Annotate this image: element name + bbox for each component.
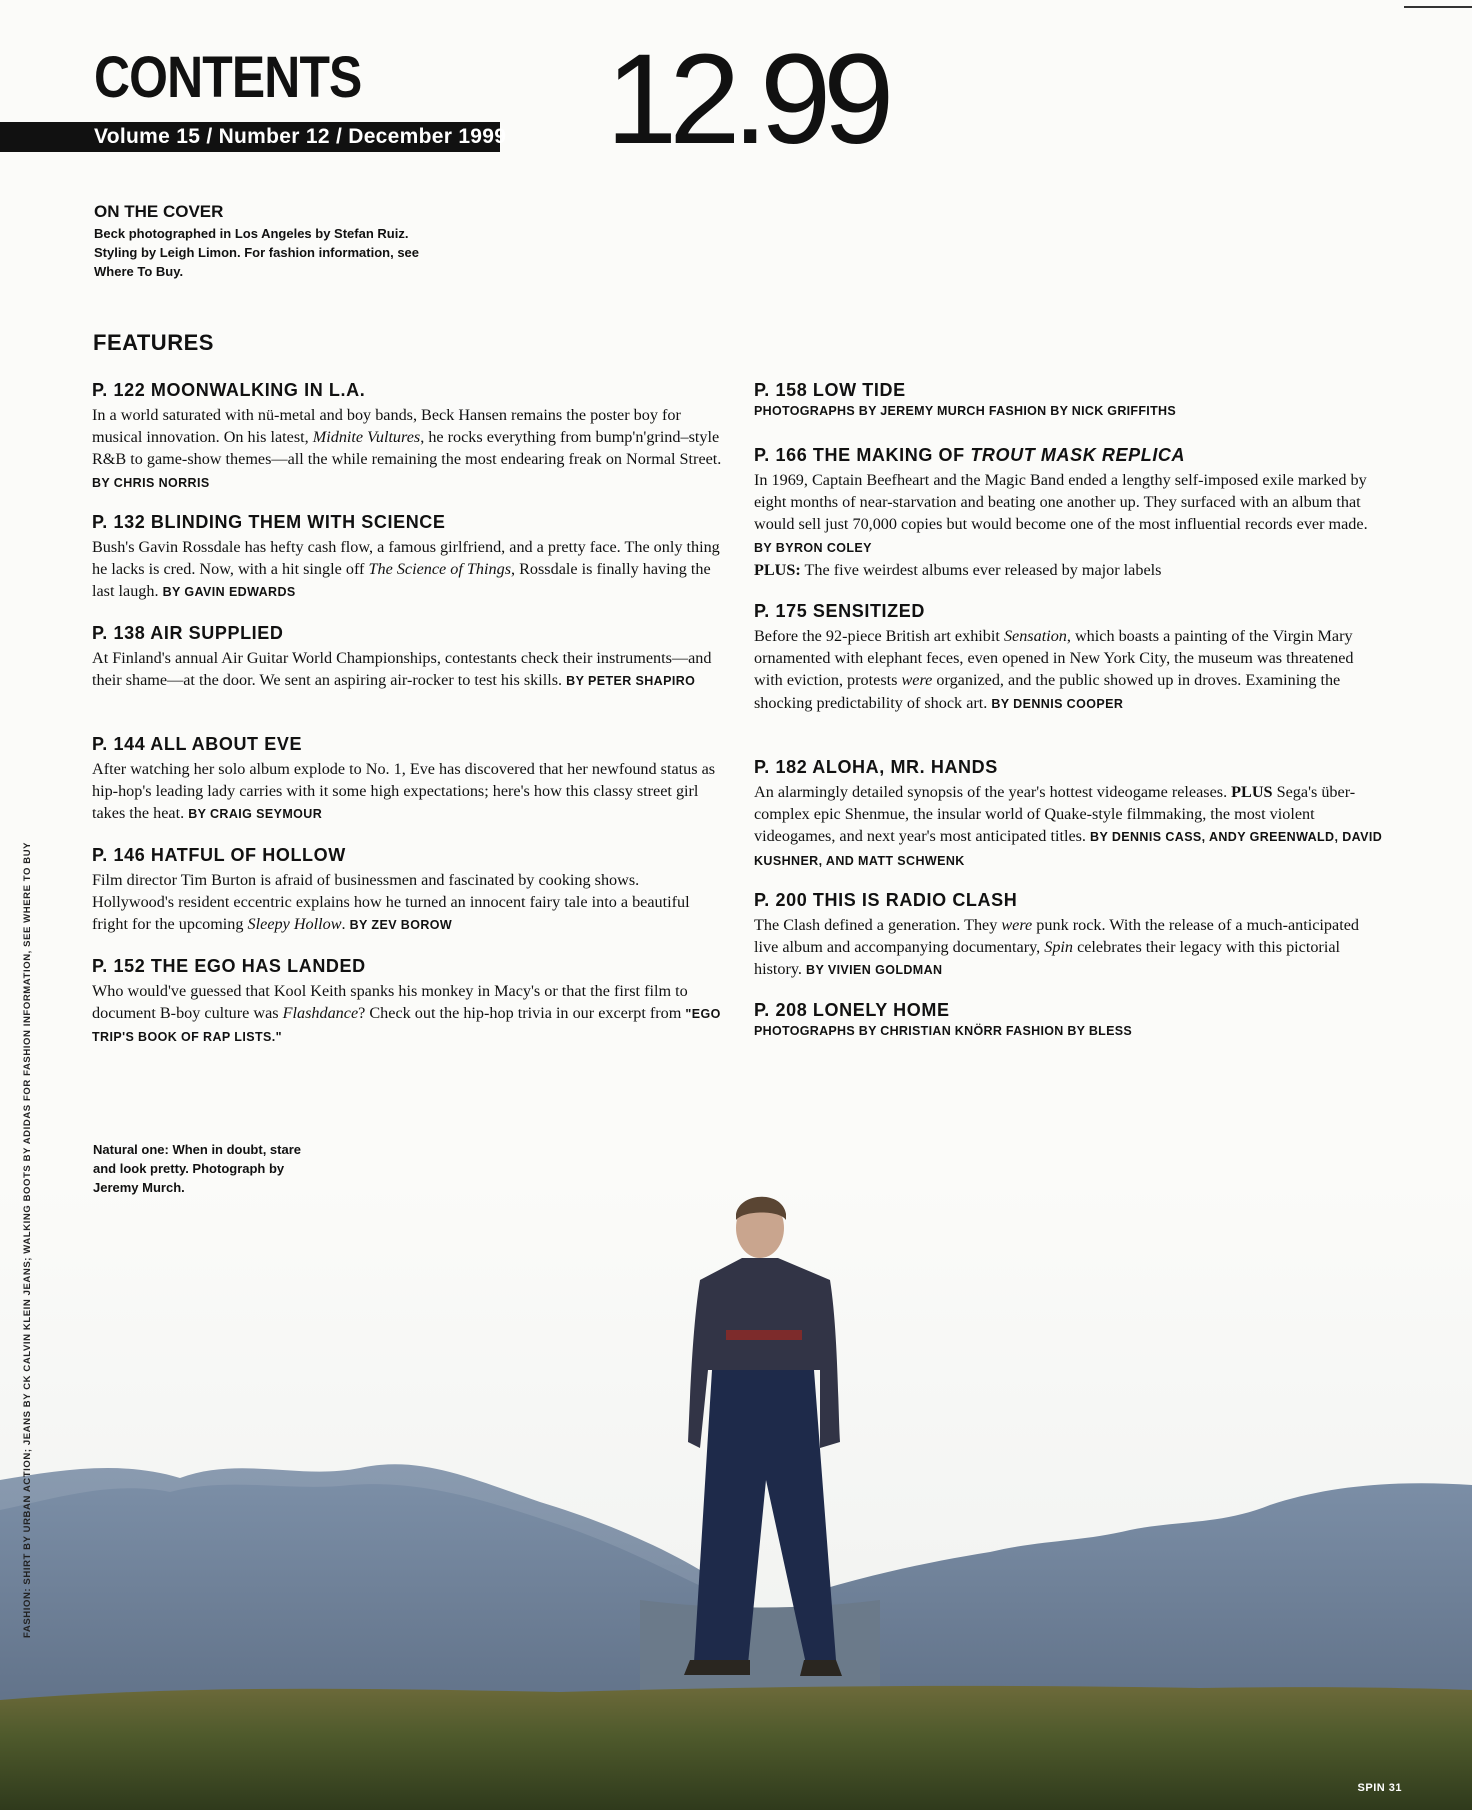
entry-body: An alarmingly detailed synopsis of the year's hottest videogame releases. PLUS Sega's über-complex epic Shenmue, the insular world of Quake-style filmmaking, the most violent videogames, and next year's most anticipated titles. BY DENNIS CASS, ANDY GREENWALD, DAVID KUSHNER, AND MATT SCHWENK xyxy=(754,783,1383,868)
entry-byline: BY CHRIS NORRIS xyxy=(92,475,210,490)
entry-heading: P. 175 SENSITIZED xyxy=(754,601,925,621)
feature-entry[interactable] xyxy=(92,845,722,937)
features-heading: FEATURES xyxy=(93,330,214,355)
cover-heading: ON THE COVER xyxy=(94,202,224,221)
plus-label: PLUS xyxy=(1231,783,1273,801)
page-edge-rule xyxy=(1404,6,1472,8)
entry-byline: BY VIVIEN GOLDMAN xyxy=(806,963,943,978)
feature-entry[interactable] xyxy=(754,890,1384,982)
feature-entry[interactable] xyxy=(754,1000,1384,1038)
entry-body: After watching her solo album explode to No. 1, Eve has discovered that her newfound status as hip-hop's leading lady carries with it some high expectations; here's how this classy street girl takes the heat. BY CRAIG SEYMOUR xyxy=(92,760,716,823)
cover-photo-scene xyxy=(0,1180,1472,1810)
photo-caption: Natural one: When in doubt, stare and look pretty. Photograph by Jeremy Murch. xyxy=(93,1142,302,1195)
entry-body: Who would've guessed that Kool Keith spanks his monkey in Macy's or that the first film to document B-boy culture was Flashdance? Check out the hip-hop trivia in our excerpt from "EGO TRIP'S BOOK OF RAP LISTS." xyxy=(92,982,721,1045)
entry-heading: P. 144 ALL ABOUT EVE xyxy=(92,734,303,754)
entry-heading: P. 122 MOONWALKING IN L.A. xyxy=(92,380,366,400)
plus-label: PLUS: xyxy=(754,560,801,579)
feature-entry[interactable] xyxy=(92,956,722,1049)
fashion-credit-vertical: FASHION: SHIRT BY URBAN ACTION; JEANS BY CK CALVIN KLEIN JEANS; WALKING BOOTS BY ADIDAS FOR FASHION INFORMATION, SEE WHERE TO BUY xyxy=(22,841,33,1638)
feature-entry[interactable] xyxy=(92,623,722,692)
entry-body: In 1969, Captain Beefheart and the Magic Band ended a lengthy self-imposed exile marked by eight months of near-starvation and beating one another up. They surfaced with an album that would sell just 70,000 copies but would become one of the most influential records ever made. BY BYRON COLEY PLUS: The five weirdest albums ever released by major labels xyxy=(754,471,1368,579)
entry-heading: P. 166 THE MAKING OF TROUT MASK REPLICA xyxy=(754,445,1186,465)
feature-entry[interactable] xyxy=(754,757,1384,872)
ground xyxy=(0,1686,1472,1810)
entry-heading: P. 182 ALOHA, MR. HANDS xyxy=(754,757,998,777)
page-title: CONTENTS xyxy=(94,45,362,110)
feature-entry[interactable] xyxy=(92,380,722,494)
entry-byline: "EGO TRIP'S BOOK OF RAP LISTS." xyxy=(92,1007,721,1045)
cover-description: Beck photographed in Los Angeles by Stefan Ruiz. Styling by Leigh Limon. For fashion information, see Where To Buy. xyxy=(94,226,420,279)
issue-info: Volume 15 / Number 12 / December 1999 xyxy=(94,125,507,148)
entry-byline: BY GAVIN EDWARDS xyxy=(162,585,296,600)
entry-body: In a world saturated with nü-metal and boy bands, Beck Hansen remains the poster boy for musical innovation. On his latest, Midnite Vultures, he rocks everything from bump'n'grind–style R&B to game-show themes—all the while remaining the most endearing freak on Normal Street. BY CHRIS NORRIS xyxy=(92,406,722,490)
entry-body: Bush's Gavin Rossdale has hefty cash flow, a famous girlfriend, and a pretty face. The only thing he lacks is cred. Now, with a hit single off The Science of Things, Rossdale is finally having the last laugh. BY GAVIN EDWARDS xyxy=(92,538,720,601)
feature-entry[interactable] xyxy=(92,512,722,604)
entry-byline: BY BYRON COLEY xyxy=(754,540,872,555)
entry-heading: P. 132 BLINDING THEM WITH SCIENCE xyxy=(92,512,446,532)
entry-heading: P. 158 LOW TIDE xyxy=(754,380,906,400)
entry-byline: BY DENNIS CASS, ANDY GREENWALD, DAVID KUSHNER, AND MATT SCHWENK xyxy=(754,830,1383,868)
entry-body: Film director Tim Burton is afraid of businessmen and fascinated by cooking shows. Hollywood's resident eccentric explains how he turned an innocent fairy tale into a beautiful fright for the upcoming Sleepy Hollow. BY ZEV BOROW xyxy=(92,871,690,934)
page-folio: SPIN 31 xyxy=(1357,1782,1402,1794)
feature-entry[interactable] xyxy=(754,380,1384,418)
entry-body: Before the 92-piece British art exhibit Sensation, which boasts a painting of the Virgin Mary ornamented with elephant feces, even opened in New York City, the museum was threatened with eviction, protests were organized, and the public showed up in droves. Examining the shocking predictability of shock art. BY DENNIS COOPER xyxy=(754,627,1354,712)
entry-heading: P. 152 THE EGO HAS LANDED xyxy=(92,956,366,976)
entry-byline: BY PETER SHAPIRO xyxy=(566,674,696,689)
feature-entry[interactable] xyxy=(754,445,1384,581)
entry-credit: PHOTOGRAPHS BY CHRISTIAN KNÖRR FASHION BY BLESS xyxy=(754,1024,1133,1038)
feature-entry[interactable] xyxy=(92,734,722,826)
entry-byline: BY ZEV BOROW xyxy=(349,918,453,933)
entry-heading: P. 208 LONELY HOME xyxy=(754,1000,950,1020)
issue-number-display: 12.99 xyxy=(606,28,887,171)
entry-heading: P. 146 HATFUL OF HOLLOW xyxy=(92,845,346,865)
entry-heading: P. 200 THIS IS RADIO CLASH xyxy=(754,890,1018,910)
feature-entry[interactable] xyxy=(754,601,1384,715)
entry-byline: BY DENNIS COOPER xyxy=(991,696,1124,711)
entry-byline: BY CRAIG SEYMOUR xyxy=(188,807,323,822)
entry-body: At Finland's annual Air Guitar World Championships, contestants check their instruments—and their shame—at the door. We sent an aspiring air-rocker to test his skills. BY PETER SHAPIRO xyxy=(92,649,712,690)
entry-heading: P. 138 AIR SUPPLIED xyxy=(92,623,284,643)
entry-credit: PHOTOGRAPHS BY JEREMY MURCH FASHION BY NICK GRIFFITHS xyxy=(754,404,1176,418)
entry-body: The Clash defined a generation. They were punk rock. With the release of a much-anticipated live album and accompanying documentary, Spin celebrates their legacy with this pictorial history. BY VIVIEN GOLDMAN xyxy=(754,916,1359,979)
